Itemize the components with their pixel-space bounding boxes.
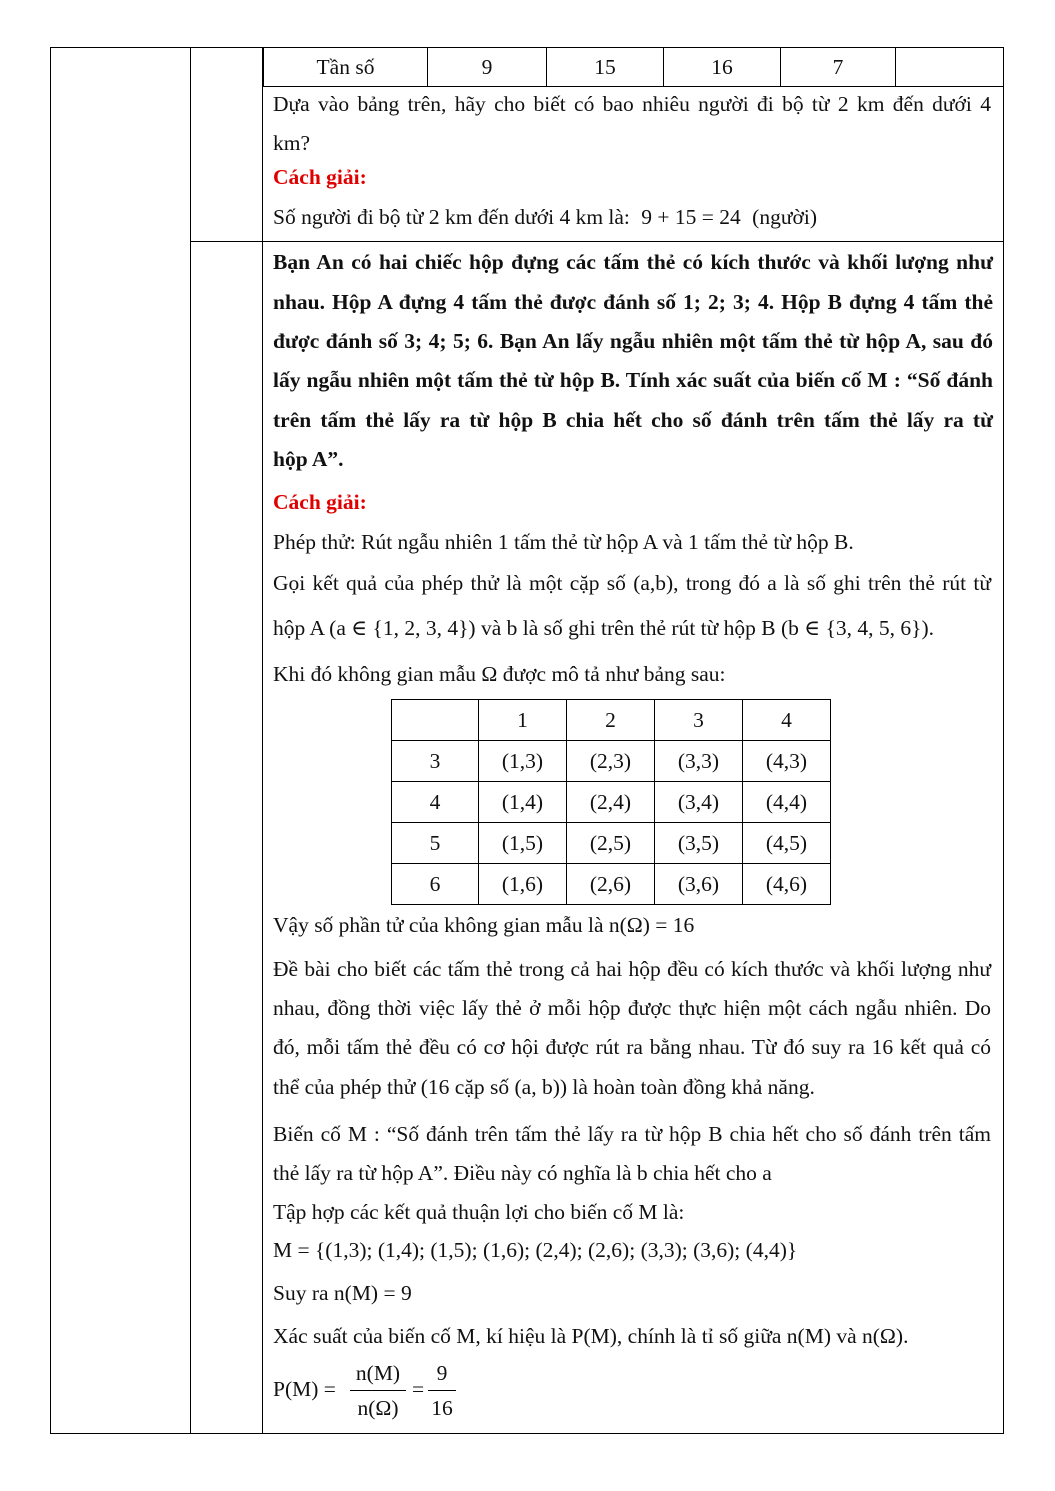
q2-outcome-line: Gọi kết quả của phép thử là một cặp số (a,b), trong đó a là số ghi trên thẻ rút từ [273,571,991,595]
freq-value-cell [896,48,1004,87]
table-cell: (4,4) [743,782,831,823]
formula-equals: = [412,1377,425,1401]
row-divider [190,241,1004,242]
q2-problem-line: Bạn An có hai chiếc hộp đựng các tấm thẻ có kích thước và khối lượng như [273,250,993,274]
table-cell: (3,5) [655,823,743,864]
q1-question-line: Dựa vào bảng trên, hãy cho biết có bao nhiêu người đi bộ từ 2 km đến dưới 4 [273,92,991,116]
q2-sample-space-intro: Khi đó không gian mẫu Ω được mô tả như bảng sau: [273,662,726,686]
fraction-bar [428,1390,456,1391]
column-divider-1 [190,47,191,1434]
fraction-bar [350,1390,406,1391]
table-cell: 4 [743,700,831,741]
q2-trial-line: Phép thử: Rút ngẫu nhiên 1 tấm thẻ từ hộp A và 1 tấm thẻ từ hộp B. [273,530,854,554]
q1-question-line: km? [273,131,311,155]
table-cell: (4,6) [743,864,831,905]
q1-solution-label: Cách giải: [273,165,367,189]
formula-denominator: n(Ω) [357,1396,399,1420]
table-cell [392,700,479,741]
table-cell: 3 [392,741,479,782]
q2-problem-line: trên tấm thẻ lấy ra từ hộp B chia hết cho số đánh trên tấm thẻ lấy ra từ [273,408,993,432]
table-cell: (2,4) [567,782,655,823]
frequency-table-row [263,47,1004,87]
table-cell: (1,5) [479,823,567,864]
q2-favorable-intro: Tập hợp các kết quả thuận lợi cho biến cố M là: [273,1200,685,1224]
table-cell: 3 [655,700,743,741]
q2-event-line: thẻ lấy ra từ hộp A”. Điều này có nghĩa là b chia hết cho a [273,1161,772,1185]
column-divider-2 [262,47,263,1434]
freq-value-cell: 9 [428,48,547,87]
sample-space-table [391,699,831,905]
table-cell: (3,4) [655,782,743,823]
table-cell: (2,5) [567,823,655,864]
table-cell: (3,6) [655,864,743,905]
table-cell: (4,5) [743,823,831,864]
q2-equiprobable-line: nhau, đồng thời việc lấy thẻ ở mỗi hộp được thực hiện một cách ngẫu nhiên. Do [273,996,991,1020]
freq-value-cell: 16 [664,48,781,87]
table-cell: 4 [392,782,479,823]
q2-problem-line: nhau. Hộp A đựng 4 tấm thẻ được đánh số 1; 2; 3; 4. Hộp B đựng 4 tấm thẻ [273,290,993,314]
table-row [392,823,831,864]
q1-answer-unit: (người) [752,205,817,229]
q2-favorable-set: M = {(1,3); (1,4); (1,5); (1,6); (2,4); (2,6); (3,3); (3,6); (4,4)} [273,1238,798,1262]
freq-value-cell: 15 [547,48,664,87]
q2-equiprobable-line: đó, mỗi tấm thẻ đều có cơ hội được rút ra bằng nhau. Từ đó suy ra 16 kết quả có [273,1035,991,1059]
q2-problem-line: lấy ngẫu nhiên một tấm thẻ từ hộp B. Tính xác suất của biến cố M : “Số đánh [273,368,993,392]
formula-lhs: P(M) = [273,1377,336,1401]
q2-equiprobable-line: Đề bài cho biết các tấm thẻ trong cả hai hộp đều có kích thước và khối lượng như [273,957,991,981]
freq-label-cell: Tần số [264,48,428,87]
q1-answer-line [273,205,817,231]
q2-equiprobable-line: thể của phép thử (16 cặp số (a, b)) là hoàn toàn đồng khả năng. [273,1075,815,1099]
table-cell: (2,6) [567,864,655,905]
q2-event-line: Biến cố M : “Số đánh trên tấm thẻ lấy ra từ hộp B chia hết cho số đánh trên tấm [273,1122,991,1146]
table-cell: (3,3) [655,741,743,782]
q1-answer-expression: 9 + 15 = 24 [641,205,741,229]
table-row [392,782,831,823]
freq-value-cell: 7 [781,48,896,87]
table-cell: 5 [392,823,479,864]
formula-numerator: n(M) [355,1361,401,1385]
table-cell: 2 [567,700,655,741]
table-cell: (1,3) [479,741,567,782]
table-cell: 6 [392,864,479,905]
q1-answer-text: Số người đi bộ từ 2 km đến dưới 4 km là: [273,205,630,229]
table-cell: 1 [479,700,567,741]
q2-outcome-line: hộp A (a ∈ {1, 2, 3, 4}) và b là số ghi trên thẻ rút từ hộp B (b ∈ {3, 4, 5, 6}). [273,616,935,640]
table-header-row [392,700,831,741]
q2-problem-line: hộp A”. [273,447,344,471]
table-row [392,741,831,782]
formula-numerator: 9 [436,1361,448,1385]
q2-probability-line: Xác suất của biến cố M, kí hiệu là P(M), chính là tỉ số giữa n(M) và n(Ω). [273,1324,909,1348]
formula-denominator: 16 [431,1396,453,1420]
table-cell: (2,3) [567,741,655,782]
q2-count-line: Vậy số phần tử của không gian mẫu là n(Ω) = 16 [273,913,695,937]
table-row [392,864,831,905]
table-cell: (4,3) [743,741,831,782]
table-cell: (1,4) [479,782,567,823]
q2-count-favorable-line: Suy ra n(M) = 9 [273,1281,412,1305]
table-cell: (1,6) [479,864,567,905]
q2-solution-label: Cách giải: [273,490,367,514]
q2-problem-line: được đánh số 3; 4; 5; 6. Bạn An lấy ngẫu nhiên một tấm thẻ từ hộp A, sau đó [273,329,993,353]
